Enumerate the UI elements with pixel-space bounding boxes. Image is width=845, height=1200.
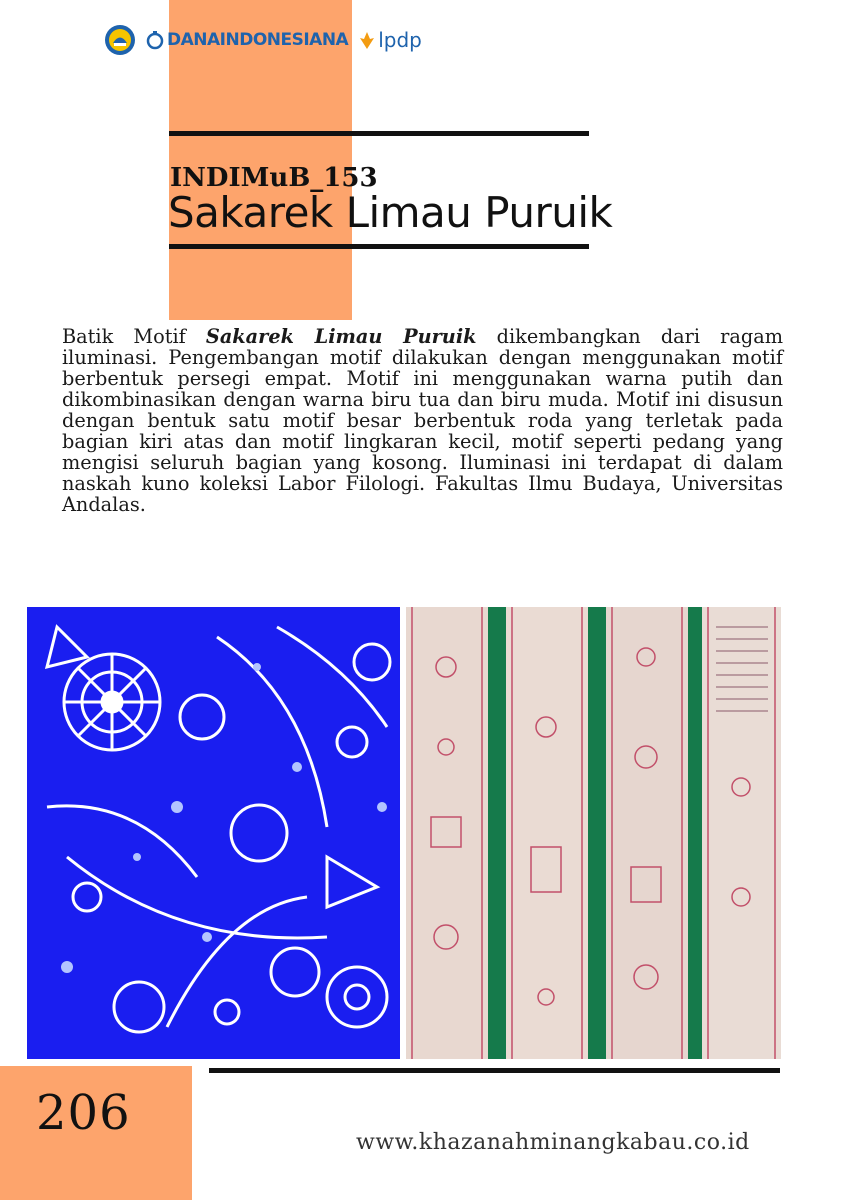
dana-indonesiana-mark-icon bbox=[146, 30, 164, 50]
title-bottom-rule bbox=[169, 244, 589, 249]
website-url[interactable]: www.khazanahminangkabau.co.id bbox=[356, 1130, 750, 1155]
batik-motif-image bbox=[27, 607, 400, 1059]
page-number: 206 bbox=[36, 1085, 131, 1141]
title-top-rule bbox=[169, 131, 589, 136]
page-title: Sakarek Limau Puruik bbox=[168, 188, 613, 237]
dana-indonesiana-logo bbox=[146, 30, 348, 50]
lpdp-flame-icon bbox=[358, 30, 376, 50]
motif-name-emphasis: Sakarek Limau Puruik bbox=[205, 325, 477, 348]
description-text: dikembangkan dari ragam iluminasi. Pengembangan motif dilakukan dengan menggunakan motif berbentuk persegi empat. Motif ini menggunakan warna putih dan dikombinasikan dengan warna biru tua dan biru muda. Motif ini disusun dengan bentuk satu motif besar berbentuk roda yang terletak pada bagian kiri atas dan motif lingkaran kecil, motif seperti pedang yang mengisi seluruh bagian yang kosong. Iluminasi ini terdapat di dalam naskah kuno koleksi Labor Filologi. Fakultas Ilmu Budaya, Universitas Andalas. bbox=[62, 325, 783, 516]
footer-rule bbox=[209, 1068, 780, 1073]
dana-indonesiana-text: DANAINDONESIANA bbox=[167, 30, 349, 50]
description-intro: Batik Motif bbox=[62, 325, 206, 348]
description-paragraph bbox=[62, 326, 783, 515]
manuscript-illumination-photo bbox=[406, 607, 781, 1059]
sponsor-logos bbox=[104, 24, 422, 56]
kemendikbud-emblem-icon bbox=[104, 24, 136, 56]
manuscript-graphic bbox=[406, 607, 781, 1059]
lpdp-logo bbox=[358, 28, 422, 52]
motif-code: INDIMuB_153 bbox=[170, 163, 378, 193]
lpdp-text: lpdp bbox=[378, 28, 422, 52]
batik-pattern-graphic bbox=[27, 607, 400, 1059]
